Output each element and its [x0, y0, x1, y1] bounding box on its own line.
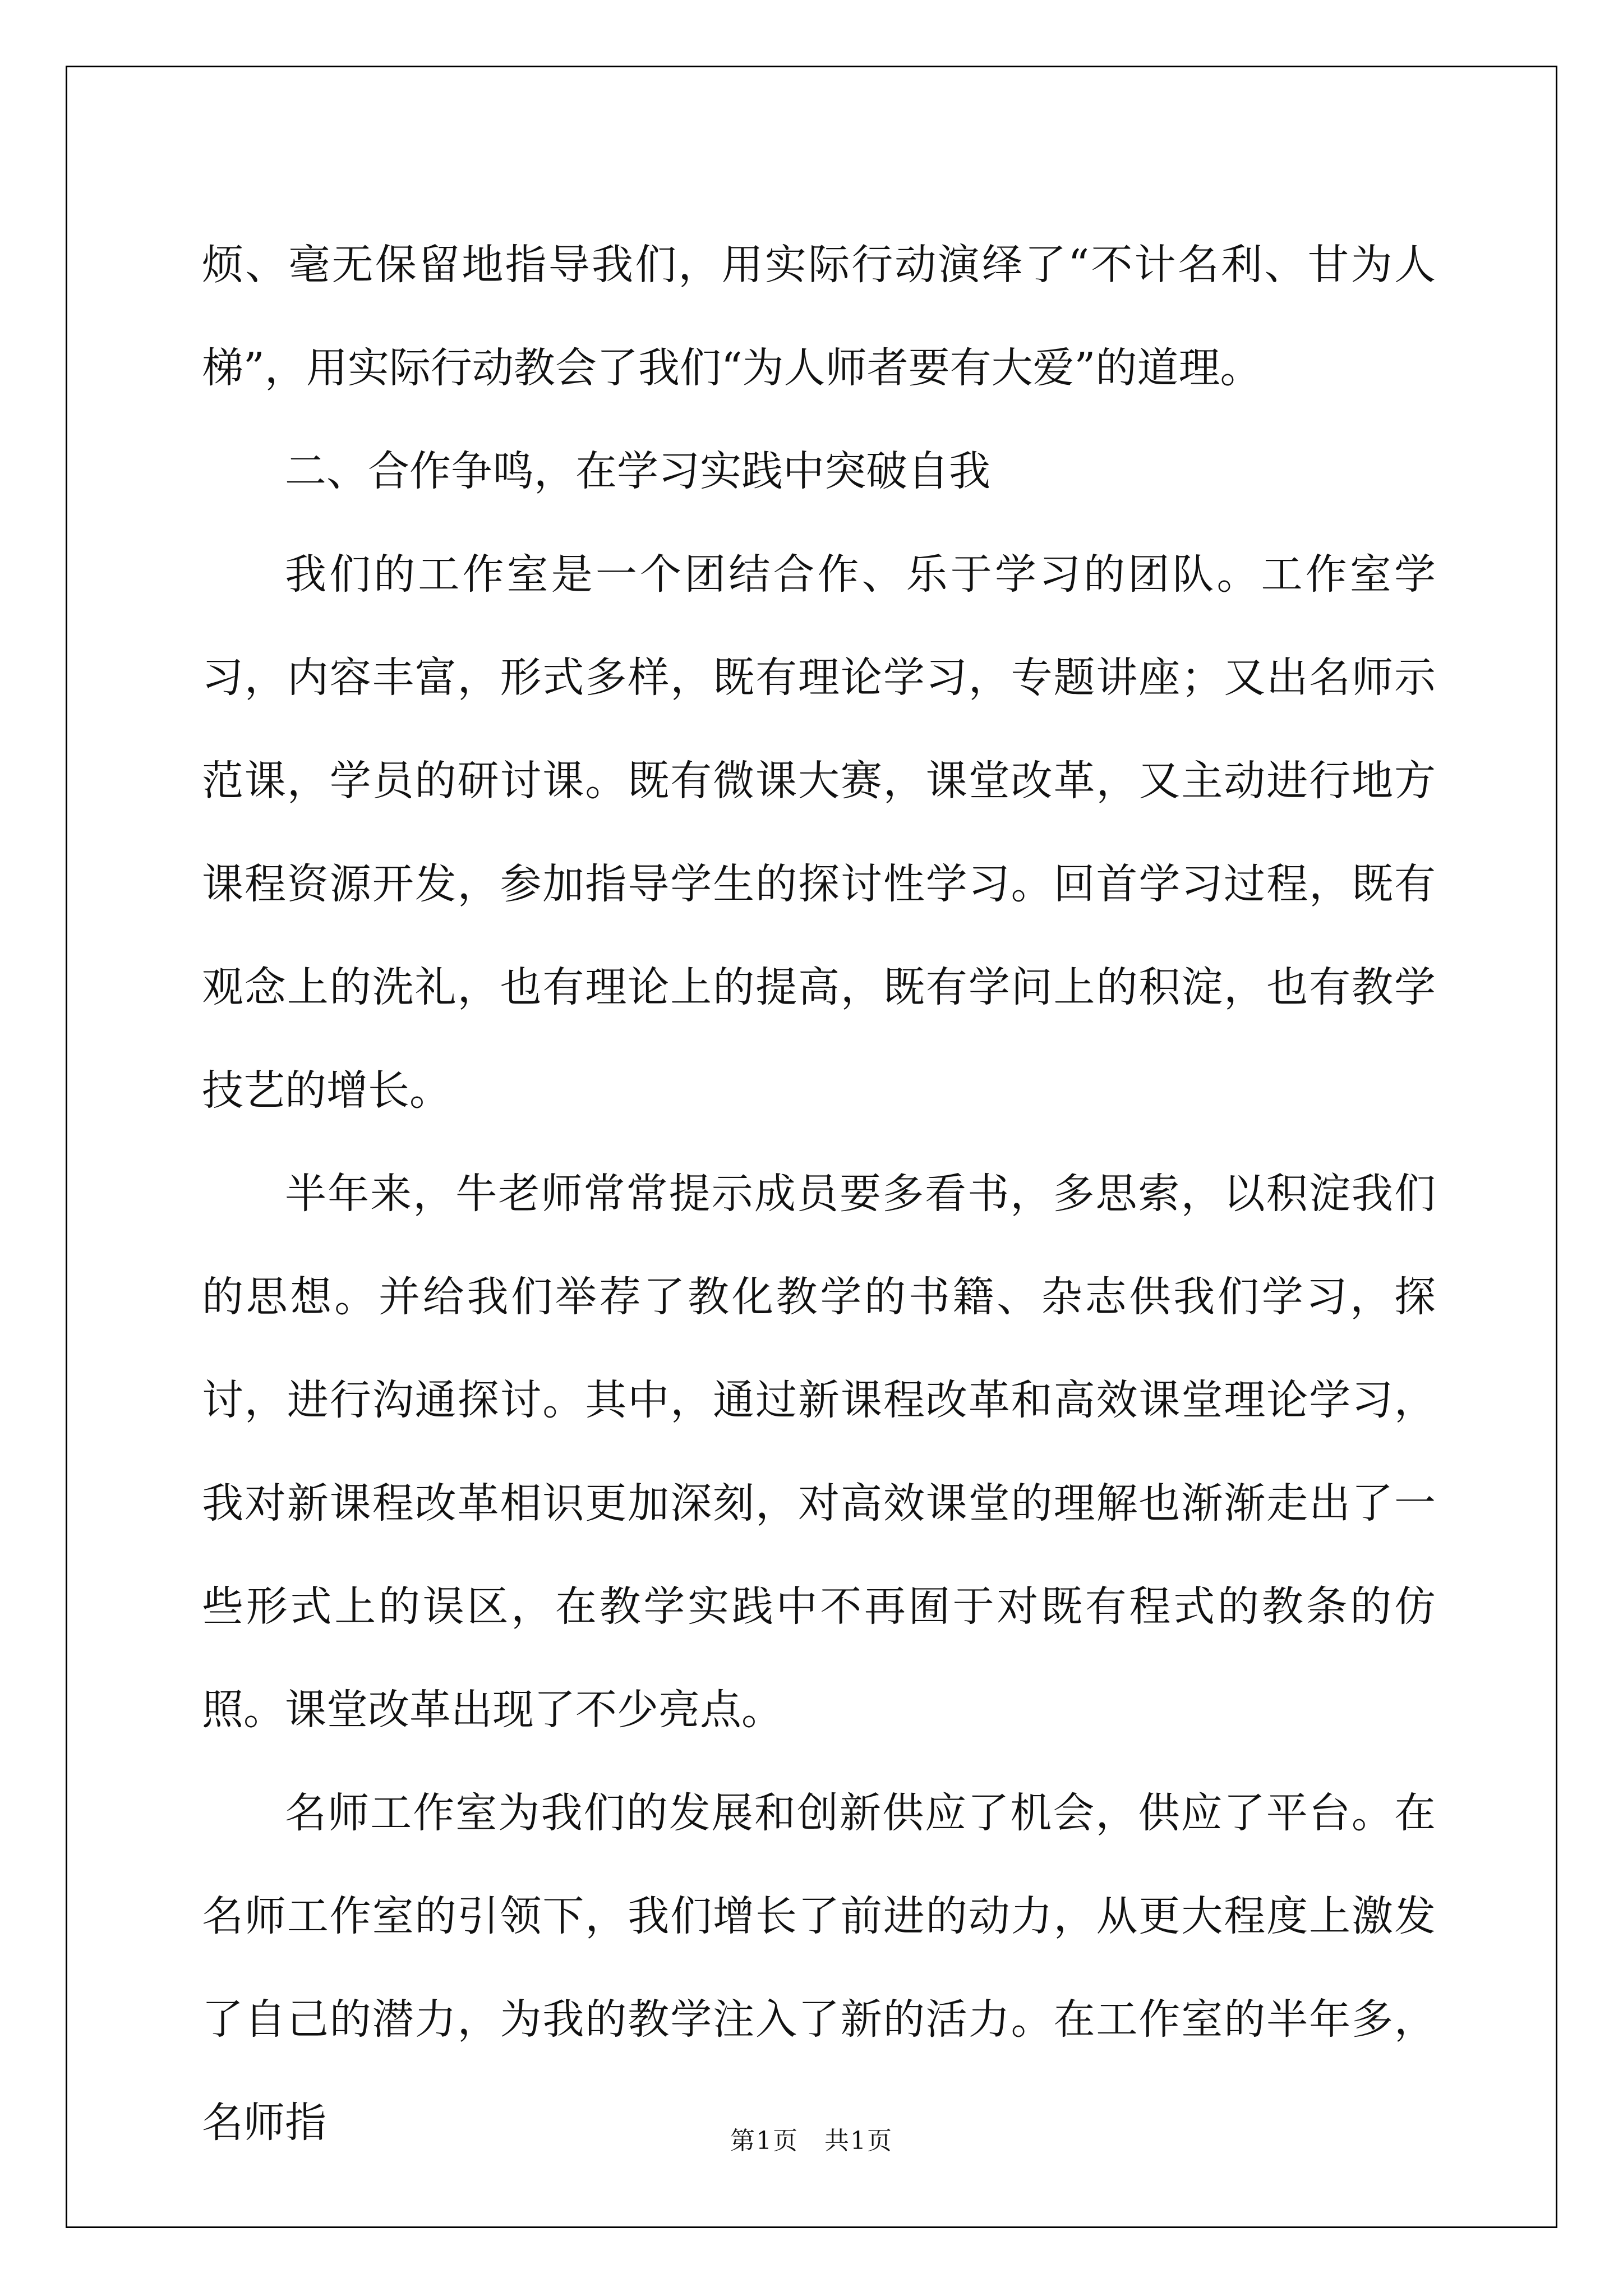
- paragraph-3: 半年来，牛老师常常提示成员要多看书，多思索，以积淀我们的思想。并给我们举荐了教化教学的书籍、杂志供我们学习，探讨，进行沟通探讨。其中，通过新课程改革和高效课堂理论学习，我对新课程改革相识更加深刻，对高效课堂的理解也渐渐走出了一些形式上的误区，在教学实践中不再囿于对既有程式的教条的仿照。课堂改革出现了不少亮点。: [202, 1170, 1436, 1734]
- document-body: [202, 213, 1436, 2174]
- section-heading: 二、合作争鸣，在学习实践中突破自我: [285, 447, 990, 495]
- page-number: 第1页 共1页: [730, 2127, 893, 2155]
- paragraph-4: 名师工作室为我们的发展和创新供应了机会，供应了平台。在名师工作室的引领下，我们增长了前进的动力，从更大程度上激发了自己的潜力，为我的教学注入了新的活力。在工作室的半年多，名师指: [202, 1789, 1436, 2147]
- paragraph-2: 我们的工作室是一个团结合作、乐于学习的团队。工作室学习，内容丰富，形式多样，既有理论学习，专题讲座；又出名师示范课，学员的研讨课。既有微课大赛，课堂改革，又主动进行地方课程资源开发，参加指导学生的探讨性学习。回首学习过程，既有观念上的洗礼，也有理论上的提高，既有学问上的积淀，也有教学技艺的增长。: [202, 550, 1436, 1115]
- paragraph-1: 烦、毫无保留地指导我们，用实际行动演绎了“不计名利、甘为人梯”，用实际行动教会了我们“为人师者要有大爱”的道理。: [202, 241, 1436, 392]
